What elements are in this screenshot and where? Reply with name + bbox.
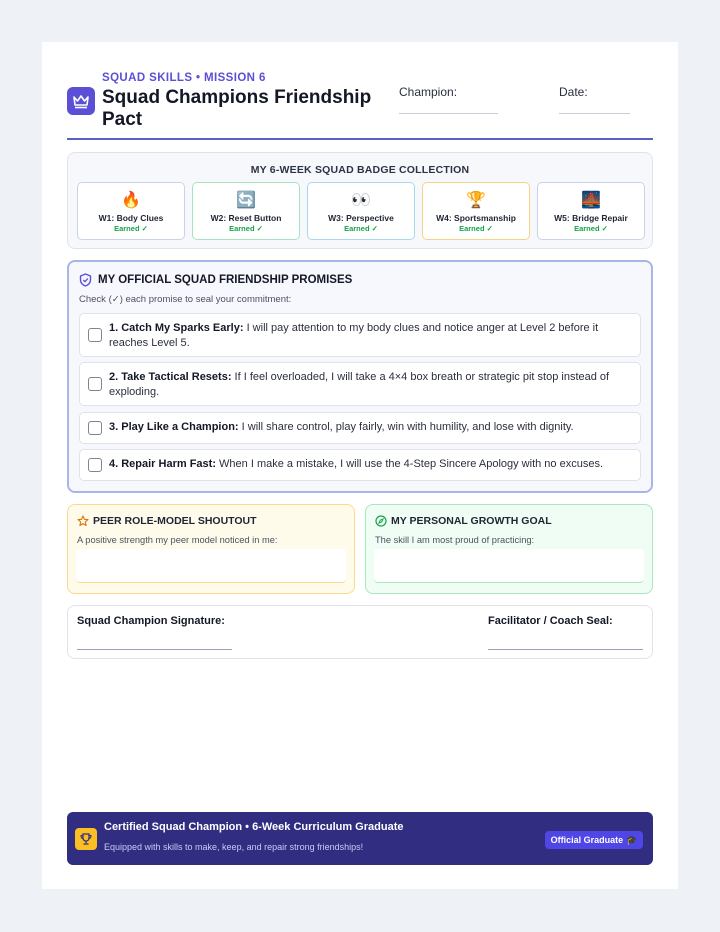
promise-lead: 1. Catch My Sparks Early: xyxy=(109,322,244,334)
promises-section xyxy=(67,260,653,493)
shield-icon xyxy=(79,273,92,287)
promise-lead: 3. Play Like a Champion: xyxy=(109,421,239,433)
graduate-title: Certified Squad Champion • 6-Week Curriculum Graduate xyxy=(104,821,404,833)
graduate-subtitle: Equipped with skills to make, keep, and repair strong friendships! xyxy=(104,842,364,852)
facilitator-seal-line[interactable] xyxy=(488,649,643,650)
badge-status: Earned ✓ xyxy=(229,224,263,233)
bridge-icon: 🌉 xyxy=(581,192,601,209)
fire-icon: 🔥 xyxy=(121,192,141,209)
champion-signature-line[interactable] xyxy=(77,649,232,650)
growth-goal-panel xyxy=(365,504,653,594)
badge-status: Earned ✓ xyxy=(344,224,378,233)
badge-collection-title: MY 6-WEEK SQUAD BADGE COLLECTION xyxy=(250,164,470,176)
champion-field[interactable] xyxy=(399,85,457,99)
champion-label: Champion: xyxy=(399,85,458,99)
promise-text xyxy=(109,420,631,435)
badge-name: W2: Reset Button xyxy=(210,213,282,223)
badge-status: Earned ✓ xyxy=(114,224,148,233)
trophy-icon xyxy=(75,828,97,850)
champion-signature-label: Squad Champion Signature: xyxy=(77,615,225,627)
promise-text xyxy=(109,321,631,351)
promise-body: If I feel overloaded, I will take a 4×4 box breath or strategic pit stop instead of exploding. xyxy=(109,371,610,398)
crown-icon xyxy=(67,87,95,115)
date-field[interactable] xyxy=(559,85,588,99)
promise-item xyxy=(79,313,641,357)
badge-week-2 xyxy=(192,182,300,240)
badge-week-1 xyxy=(77,182,185,240)
peer-shoutout-title: PEER ROLE-MODEL SHOUTOUT xyxy=(93,515,257,527)
date-label: Date: xyxy=(559,85,588,99)
promise-item xyxy=(79,362,641,406)
trophy-icon: 🏆 xyxy=(466,192,486,209)
badge-status: Earned ✓ xyxy=(459,224,493,233)
graduation-cap-icon: 🎓 xyxy=(626,834,638,845)
promises-title: MY OFFICIAL SQUAD FRIENDSHIP PROMISES xyxy=(98,274,353,286)
promise-lead: 2. Take Tactical Resets: xyxy=(109,371,232,383)
graduate-banner xyxy=(67,812,653,865)
badge-week-4 xyxy=(422,182,530,240)
promise-body: I will share control, play fairly, win with humility, and lose with dignity. xyxy=(238,421,574,433)
promise-item xyxy=(79,449,641,481)
growth-goal-heading xyxy=(375,515,552,527)
peer-shoutout-heading xyxy=(77,515,257,527)
promises-instructions: Check (✓) each promise to seal your commitment: xyxy=(79,294,292,305)
peer-shoutout-answer-box[interactable] xyxy=(76,549,346,583)
badge-week-3 xyxy=(307,182,415,240)
growth-goal-title: MY PERSONAL GROWTH GOAL xyxy=(391,515,552,527)
official-graduate-label: Official Graduate xyxy=(550,835,624,845)
champion-line xyxy=(399,113,498,114)
promise-checkbox[interactable] xyxy=(88,458,102,472)
promise-text xyxy=(109,457,631,472)
reset-icon: 🔄 xyxy=(236,192,256,209)
promise-lead: 4. Repair Harm Fast: xyxy=(109,458,216,470)
signature-section xyxy=(67,605,653,659)
promise-checkbox[interactable] xyxy=(88,328,102,342)
growth-goal-prompt: The skill I am most proud of practicing: xyxy=(375,535,535,545)
mission-kicker: SQUAD SKILLS • MISSION 6 xyxy=(102,72,266,84)
promise-body: I will pay attention to my body clues and notice anger at Level 2 before it reaches Level 5. xyxy=(109,322,599,349)
promise-body: When I make a mistake, I will use the 4-Step Sincere Apology with no excuses. xyxy=(215,458,604,470)
promise-checkbox[interactable] xyxy=(88,421,102,435)
peer-shoutout-prompt: A positive strength my peer model noticed in me: xyxy=(77,535,278,545)
badge-week-5 xyxy=(537,182,645,240)
badge-name: W1: Body Clues xyxy=(98,213,164,223)
header xyxy=(67,72,653,140)
eyes-icon: 👀 xyxy=(351,192,371,209)
page-title: Squad Champions Friendship Pact xyxy=(102,87,372,130)
promise-text xyxy=(109,370,631,400)
peer-shoutout-panel xyxy=(67,504,355,594)
official-graduate-badge xyxy=(545,831,643,849)
badge-name: W4: Sportsmanship xyxy=(436,213,516,223)
badge-name: W5: Bridge Repair xyxy=(554,213,628,223)
promise-item xyxy=(79,412,641,444)
badge-name: W3: Perspective xyxy=(328,213,394,223)
worksheet-page xyxy=(42,42,678,889)
date-line xyxy=(559,113,630,114)
compass-icon xyxy=(375,515,387,527)
growth-goal-answer-box[interactable] xyxy=(374,549,644,583)
promise-checkbox[interactable] xyxy=(88,377,102,391)
promises-heading xyxy=(79,272,352,288)
badge-collection xyxy=(67,152,653,249)
facilitator-seal-label: Facilitator / Coach Seal: xyxy=(488,615,613,627)
star-icon xyxy=(77,515,89,527)
badge-status: Earned ✓ xyxy=(574,224,608,233)
